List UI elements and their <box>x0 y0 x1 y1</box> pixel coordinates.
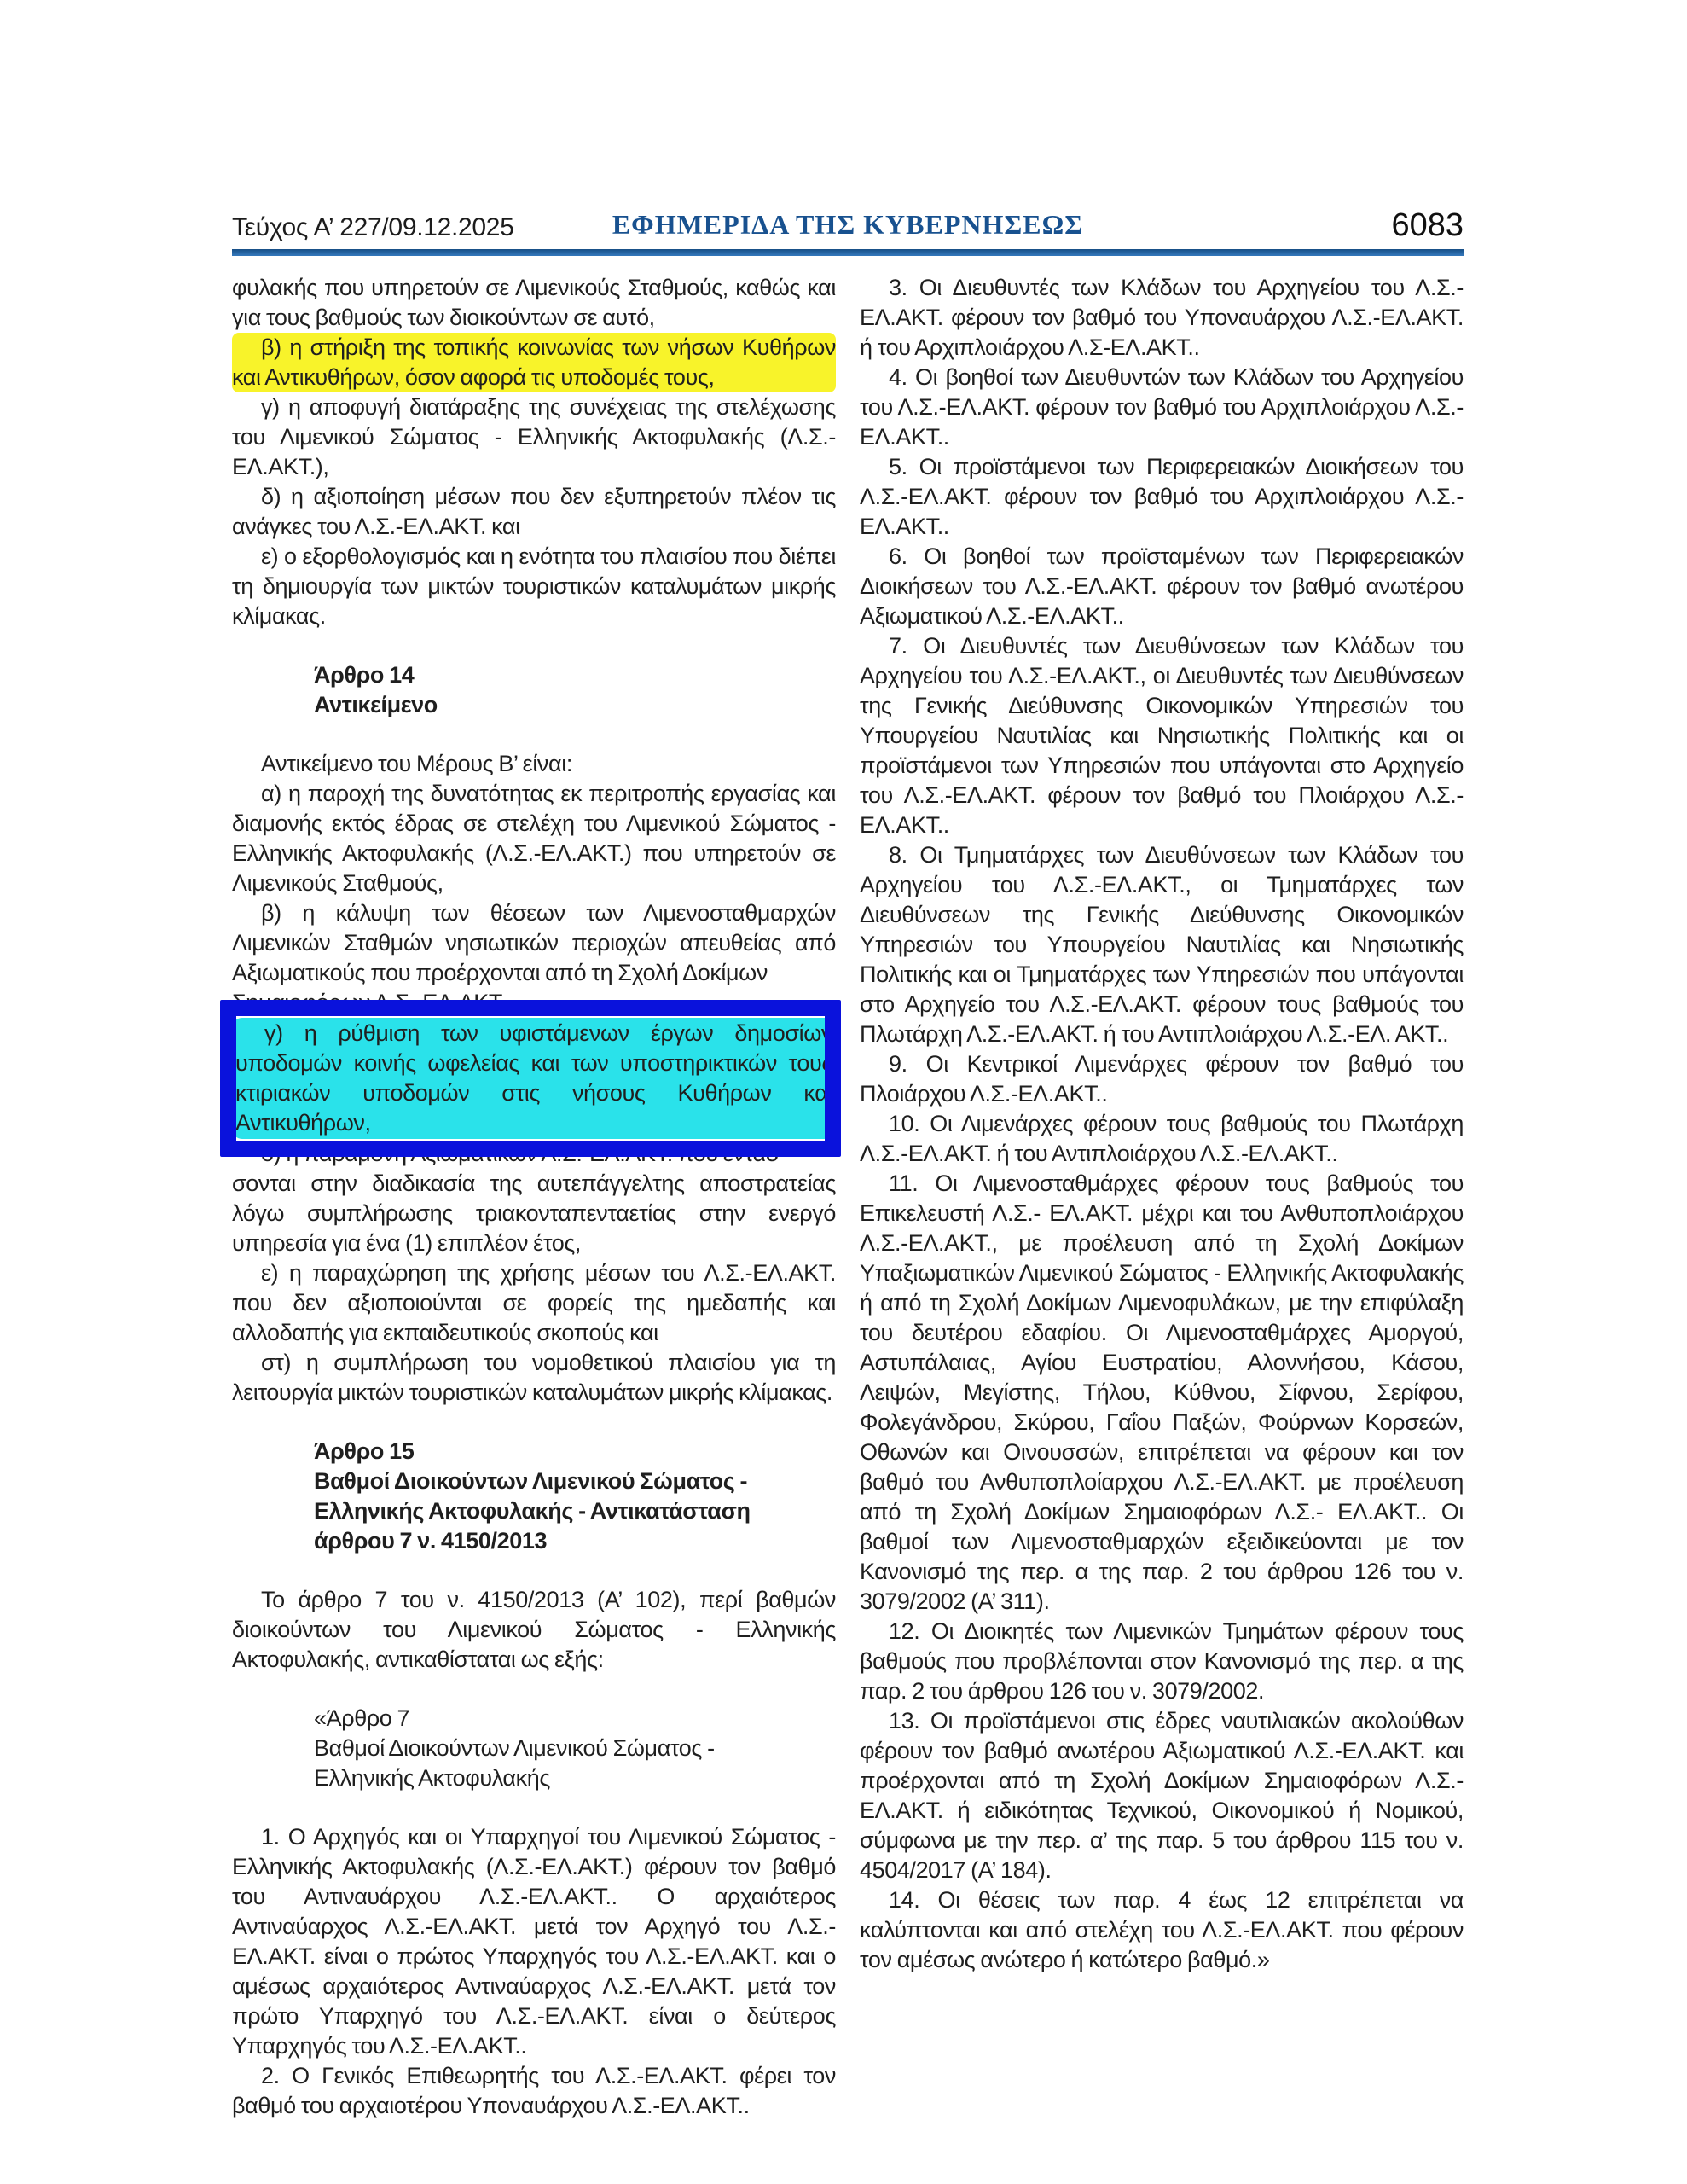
body-paragraph: 2. Ο Γενικός Επιθεωρητής του Λ.Σ.-ΕΛ.ΑΚΤ. φέρει τον βαθμό του αρχαιοτέρου Υποναυάρχου Λ.Σ.-ΕΛ.ΑΚΤ.. <box>232 2063 836 2118</box>
gazette-title: ΕΦΗΜΕΡΙΔΑ ΤΗΣ ΚΥΒΕΡΝΗΣΕΩΣ <box>612 209 1084 240</box>
article-heading <box>314 660 836 720</box>
body-paragraph: Αντικείμενο του Μέρους Β’ είναι: <box>261 751 572 776</box>
body-paragraph: 5. Οι προϊστάμενοι των Περιφερειακών Διοικήσεων του Λ.Σ.-ΕΛ.ΑΚΤ. φέρουν τον βαθμό του Αρχιπλοιάρχου Λ.Σ.-ΕΛ.ΑΚΤ.. <box>860 454 1464 539</box>
body-paragraph: φυλακής που υπηρετούν σε Λιμενικούς Σταθμούς, καθώς και για τους βαθμούς των διοικούντων σε αυτό, <box>232 275 836 330</box>
body-paragraph: στ) η συμπλήρωση του νομοθετικού πλαισίου για τη λειτουργία μικτών τουριστικών καταλυμάτων μικρής κλίμακας. <box>232 1350 836 1405</box>
two-column-body <box>232 273 1464 2121</box>
heading-line: «Άρθρο 7 <box>314 1705 410 1731</box>
body-paragraph: 13. Οι προϊστάμενοι στις έδρες ναυτιλιακών ακολούθων φέρουν τον βαθμό ανωτέρου Αξιωματικού Λ.Σ.-ΕΛ.ΑΚΤ. και προέρχονται από τη Σχολή Δοκίμων Σημαιοφόρων Λ.Σ.-ΕΛ.ΑΚΤ. ή ειδικότητας Τεχνικού, Οικονομικού ή Νομικού, σύμφωνα με την περ. α’ της παρ. 5 του άρθρου 115 του ν. 4504/2017 (Α’ 184). <box>860 1708 1464 1883</box>
body-paragraph: 1. Ο Αρχηγός και οι Υπαρχηγοί του Λιμενικού Σώματος - Ελληνικής Ακτοφυλακής (Λ.Σ.-ΕΛ.ΑΚΤ.) φέρουν τον βαθμό του Αντιναυάρχου Λ.Σ.-ΕΛ.ΑΚΤ.. Ο αρχαιότερος Αντιναύαρχος Λ.Σ.-ΕΛ.ΑΚΤ. μετά τον Αρχηγό του Λ.Σ.-ΕΛ.ΑΚΤ. είναι ο πρώτος Υπαρχηγός του Λ.Σ.-ΕΛ.ΑΚΤ. και ο αμέσως αρχαιότερος Αντιναύαρχος Λ.Σ.-ΕΛ.ΑΚΤ. μετά τον πρώτο Υπαρχηγό του Λ.Σ.-ΕΛ.ΑΚΤ. είναι ο δεύτερος Υπαρχηγός του Λ.Σ.-ΕΛ.ΑΚΤ.. <box>232 1824 836 2059</box>
body-paragraph: β) η κάλυψη των θέσεων των Λιμενοσταθμαρχών Λιμενικών Σταθμών νησιωτικών περιοχών απευθείας από Αξιωματικούς που προέρχονται από τη Σχολή Δοκίμων <box>232 900 836 985</box>
yellow-highlighted-paragraph: β) η στήριξη της τοπικής κοινωνίας των νήσων Κυθήρων και Αντικυθήρων, όσον αφορά τις υποδομές τους, <box>232 333 836 392</box>
page-header <box>232 201 1464 246</box>
body-paragraph: 6. Οι βοηθοί των προϊσταμένων των Περιφερειακών Διοικήσεων του Λ.Σ.-ΕΛ.ΑΚΤ. φέρουν τον βαθμό ανωτέρου Αξιωματικού Λ.Σ.-ΕΛ.ΑΚΤ.. <box>860 543 1464 629</box>
heading-line: Βαθμοί Διοικούντων Λιμενικού Σώματος - <box>314 1735 715 1761</box>
body-paragraph: Το άρθρο 7 του ν. 4150/2013 (Α’ 102), περί βαθμών διοικούντων του Λιμενικού Σώματος - Ελληνικής Ακτοφυλακής, αντικαθίσταται ως εξής: <box>232 1587 836 1672</box>
body-paragraph: 4. Οι βοηθοί των Διευθυντών των Κλάδων του Αρχηγείου του Λ.Σ.-ΕΛ.ΑΚΤ. φέρουν τον βαθμό του Αρχιπλοιάρχου Λ.Σ.-ΕΛ.ΑΚΤ.. <box>860 364 1464 450</box>
body-paragraph: 10. Οι Λιμενάρχες φέρουν τους βαθμούς του Πλωτάρχη Λ.Σ.-ΕΛ.ΑΚΤ. ή του Αντιπλοιάρχου Λ.Σ.-ΕΛ.ΑΚΤ.. <box>860 1111 1464 1166</box>
heading-line: Αντικείμενο <box>314 692 438 717</box>
right-column <box>860 273 1464 1975</box>
heading-line: Ελληνικής Ακτοφυλακής - Αντικατάσταση <box>314 1498 751 1524</box>
body-paragraph: ε) η παραχώρηση της χρήσης μέσων του Λ.Σ.-ΕΛ.ΑΚΤ. που δεν αξιοποιούνται σε φορείς της ημεδαπής και αλλοδαπής για εκπαιδευτικούς σκοπούς και <box>232 1260 836 1345</box>
body-paragraph: 7. Οι Διευθυντές των Διευθύνσεων των Κλάδων του Αρχηγείου του Λ.Σ.-ΕΛ.ΑΚΤ., οι Διευθυντές των Διευθύνσεων της Γενικής Διεύθυνσης Οικονομικών Υπηρεσιών του Υπουργείου Ναυτιλίας και Νησιωτικής Πολιτικής και οι προϊστάμενοι των Υπηρεσιών που υπάγονται στο Αρχηγείο του Λ.Σ.-ΕΛ.ΑΚΤ. φέρουν τον βαθμό του Πλοιάρχου Λ.Σ.-ΕΛ.ΑΚΤ.. <box>860 633 1464 838</box>
body-paragraph: α) η παροχή της δυνατότητας εκ περιτροπής εργασίας και διαμονής εκτός έδρας σε στελέχη του Λιμενικού Σώματος - Ελληνικής Ακτοφυλακής (Λ.Σ.-ΕΛ.ΑΚΤ.) που υπηρετούν σε Λιμενικούς Σταθμούς, <box>232 781 836 896</box>
body-paragraph: 14. Οι θέσεις των παρ. 4 έως 12 επιτρέπεται να καλύπτονται και από στελέχη του Λ.Σ.-ΕΛ.ΑΚΤ. που φέρουν τον αμέσως ανώτερο ή κατώτερο βαθμό.» <box>860 1887 1464 1972</box>
article-heading <box>314 1437 836 1556</box>
heading-line: Βαθμοί Διοικούντων Λιμενικού Σώματος - <box>314 1468 748 1494</box>
body-paragraph: 8. Οι Τμηματάρχες των Διευθύνσεων των Κλάδων του Αρχηγείου του Λ.Σ.-ΕΛ.ΑΚΤ., οι Τμηματάρχες των Διευθύνσεων της Γενικής Διεύθυνσης Οικονομικών Υπηρεσιών του Υπουργείου Ναυτιλίας και Νησιωτικής Πολιτικής και οι Τμηματάρχες των Υπηρεσιών που υπάγονται στο Αρχηγείο του Λ.Σ.-ΕΛ.ΑΚΤ. φέρουν τους βαθμούς του Πλωτάρχη Λ.Σ.-ΕΛ.ΑΚΤ. ή του Αντιπλοιάρχου Λ.Σ.-ΕΛ. ΑΚΤ.. <box>860 842 1464 1047</box>
page-number: 6083 <box>1391 207 1464 243</box>
issue-label: Τεύχος Α’ 227/09.12.2025 <box>232 213 514 241</box>
body-paragraph: 9. Οι Κεντρικοί Λιμενάρχες φέρουν τον βαθμό του Πλοιάρχου Λ.Σ.-ΕΛ.ΑΚΤ.. <box>860 1051 1464 1107</box>
heading-line: Άρθρο 14 <box>314 662 415 688</box>
body-paragraph: 11. Οι Λιμενοσταθμάρχες φέρουν τους βαθμούς του Επικελευστή Λ.Σ.- ΕΛ.ΑΚΤ. μέχρι και του Ανθυποπλοιάρχου Λ.Σ.-ΕΛ.ΑΚΤ., με προέλευση από τη Σχολή Δοκίμων Υπαξιωματικών Λιμενικού Σώματος - Ελληνικής Ακτοφυλακής ή από τη Σχολή Δοκίμων Λιμενοφυλάκων, με την επιφύλαξη του δευτέρου εδαφίου. Οι Λιμενοσταθμάρχες Αμοργού, Αστυπάλαιας, Αγίου Ευστρατίου, Αλοννήσου, Κάσου, Λειψών, Μεγίστης, Τήλου, Κύθνου, Σίφνου, Σερίφου, Φολεγάνδρου, Σκύρου, Γαΐου Παξών, Φούρνων Κορσεών, Οθωνών και Οινουσσών, επιτρέπεται να φέρουν και τον βαθμό του Ανθυποπλοίαρχου Λ.Σ.-ΕΛ.ΑΚΤ. με προέλευση από τη Σχολή Δοκίμων Σημαιοφόρων Λ.Σ.- ΕΛ.ΑΚΤ.. Οι βαθμοί των Λιμενοσταθμαρχών εξειδικεύονται με τον Κανονισμό της περ. α της παρ. 2 του άρθρου 126 του ν. 3079/2002 (Α’ 311). <box>860 1170 1464 1614</box>
cyan-highlighted-text: γ) η ρύθμιση των υφιστάμενων έργων δημοσίων υποδομών κοινής ωφελείας και των υποστηρικτικών τους κτιριακών υποδομών στις νήσους Κυθήρων και Αντικυθήρων, <box>232 1018 836 1139</box>
body-paragraph: 3. Οι Διευθυντές των Κλάδων του Αρχηγείου του Λ.Σ.-ΕΛ.ΑΚΤ. φέρουν τον βαθμό του Υποναυάρχου Λ.Σ.-ΕΛ.ΑΚΤ. ή του Αρχιπλοιάρχου Λ.Σ-ΕΛ.ΑΚΤ.. <box>860 275 1464 360</box>
annotation-boxed-section <box>232 988 836 1169</box>
header-rule <box>232 249 1464 256</box>
heading-line: άρθρου 7 ν. 4150/2013 <box>314 1528 548 1554</box>
body-paragraph: γ) η αποφυγή διατάραξης της συνέχειας της στελέχωσης του Λιμενικού Σώματος - Ελληνικής Ακτοφυλακής (Λ.Σ.-ΕΛ.ΑΚΤ.), <box>232 394 836 479</box>
left-column <box>232 273 836 2121</box>
quoted-article-heading <box>314 1704 836 1793</box>
heading-line: Ελληνικής Ακτοφυλακής <box>314 1765 550 1791</box>
body-paragraph: σονται στην διαδικασία της αυτεπάγγελτης αποστρατείας λόγω συμπλήρωσης τριακονταπενταετίας στην ενεργό υπηρεσία για ένα (1) επιπλέον έτος, <box>232 1170 836 1256</box>
body-paragraph: ε) ο εξορθολογισμός και η ενότητα του πλαισίου που διέπει τη δημιουργία των μικτών τουριστικών καταλυμάτων μικρής κλίμακας. <box>232 543 836 629</box>
body-paragraph: 12. Οι Διοικητές των Λιμενικών Τμημάτων φέρουν τους βαθμούς που προβλέπονται στον Κανονισμό της περ. α της παρ. 2 του άρθρου 126 του ν. 3079/2002. <box>860 1618 1464 1704</box>
body-paragraph: δ) η αξιοποίηση μέσων που δεν εξυπηρετούν πλέον τις ανάγκες του Λ.Σ.-ΕΛ.ΑΚΤ. και <box>232 484 836 539</box>
obscured-line-top: Σημαιοφόρων Λ.Σ.-ΕΛ.ΑΚΤ., <box>232 990 513 1015</box>
heading-line: Άρθρο 15 <box>314 1438 415 1464</box>
obscured-line-bottom: δ) η παραμονή Αξιωματικών Λ.Σ.-ΕΛ.ΑΚΤ. που εντάσ- <box>261 1141 787 1166</box>
